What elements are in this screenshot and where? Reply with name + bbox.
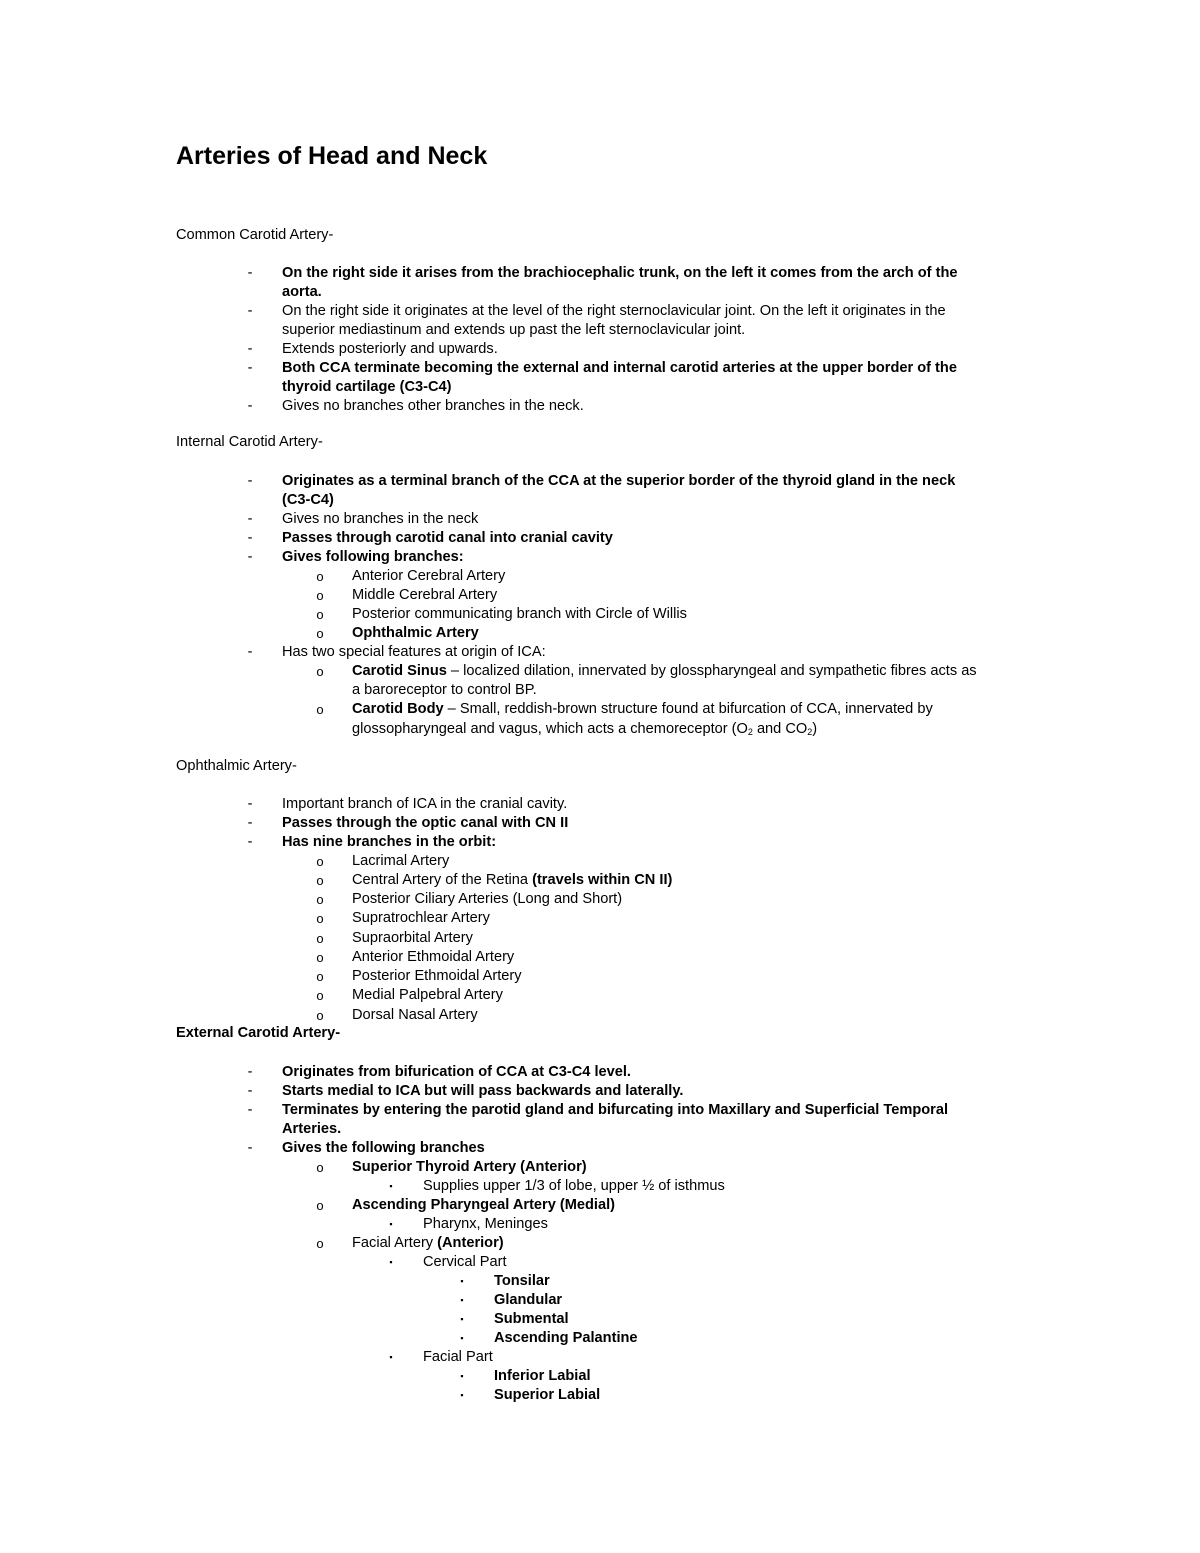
subscript-2: 2 — [807, 727, 813, 737]
page-title: Arteries of Head and Neck — [176, 142, 488, 170]
list-subitem: Middle Cerebral Artery — [352, 587, 498, 603]
bullet-square: ▪ — [460, 1333, 464, 1343]
bullet-dash: - — [247, 473, 253, 489]
central-artery-text: Central Artery of the Retina — [352, 872, 533, 888]
list-subitem: Posterior Ciliary Arteries (Long and Short) — [352, 891, 623, 907]
bullet-dash: - — [247, 360, 253, 376]
bullet-dash: - — [247, 834, 253, 850]
list-item-continuation: superior mediastinum and extends up past the left sternoclavicular joint. — [282, 322, 746, 338]
carotid-body-description: – Small, reddish-brown structure found at bifurcation of CCA, innervated by — [443, 701, 933, 717]
bullet-dash: - — [247, 644, 253, 660]
bullet-dash: - — [247, 1064, 253, 1080]
bullet-circle: o — [316, 1160, 324, 1175]
list-item-continuation: (C3-C4) — [282, 492, 334, 508]
list-subitem-continuation — [352, 720, 817, 742]
bullet-circle: o — [316, 911, 324, 926]
bullet-dash: - — [247, 398, 253, 414]
list-level4-item: Inferior Labial — [494, 1368, 591, 1384]
list-subsubitem: Supplies upper 1/3 of lobe, upper ½ of isthmus — [423, 1178, 725, 1194]
list-item-continuation: thyroid cartilage (C3-C4) — [282, 379, 452, 395]
list-subitem: Supratrochlear Artery — [352, 910, 490, 926]
list-subitem: Posterior Ethmoidal Artery — [352, 968, 522, 984]
list-level4-item: Glandular — [494, 1292, 563, 1308]
list-item: On the right side it arises from the brachiocephalic trunk, on the left it comes from the arch of the — [282, 265, 958, 281]
bullet-dash: - — [247, 1083, 253, 1099]
list-subitem: Superior Thyroid Artery (Anterior) — [352, 1159, 587, 1175]
list-subitem: Anterior Cerebral Artery — [352, 568, 506, 584]
carotid-body-text-end: ) — [812, 721, 818, 737]
list-item: Passes through the optic canal with CN II — [282, 815, 569, 831]
bullet-circle: o — [316, 1236, 324, 1251]
list-subitem: Anterior Ethmoidal Artery — [352, 949, 515, 965]
list-subitem — [352, 700, 933, 719]
facial-artery-note: (Anterior) — [437, 1235, 504, 1251]
list-level4-item: Tonsilar — [494, 1273, 550, 1289]
bullet-circle: o — [316, 664, 324, 679]
term-carotid-body: Carotid Body — [352, 701, 444, 717]
term-carotid-sinus: Carotid Sinus — [352, 663, 447, 679]
section-heading-common-carotid: Common Carotid Artery- — [176, 227, 334, 243]
list-subitem: Medial Palpebral Artery — [352, 987, 503, 1003]
list-item: Extends posteriorly and upwards. — [282, 341, 498, 357]
list-subitem — [352, 1234, 504, 1253]
list-subsubitem: Pharynx, Meninges — [423, 1216, 548, 1232]
list-item: Starts medial to ICA but will pass backwards and laterally. — [282, 1083, 684, 1099]
list-item: Gives following branches: — [282, 549, 464, 565]
bullet-circle: o — [316, 1198, 324, 1213]
list-item: Has nine branches in the orbit: — [282, 834, 497, 850]
bullet-circle: o — [316, 1008, 324, 1023]
list-level4-item: Superior Labial — [494, 1387, 601, 1403]
list-subitem: Lacrimal Artery — [352, 853, 450, 869]
bullet-dash: - — [247, 549, 253, 565]
bullet-dash: - — [247, 341, 253, 357]
section-heading-ophthalmic: Ophthalmic Artery- — [176, 758, 297, 774]
bullet-dash: - — [247, 815, 253, 831]
list-item: Has two special features at origin of ICA: — [282, 644, 546, 660]
bullet-square: ▪ — [460, 1314, 464, 1324]
list-level4-item: Ascending Palantine — [494, 1330, 638, 1346]
list-subitem — [352, 662, 977, 681]
list-item: Gives no branches other branches in the neck. — [282, 398, 584, 414]
central-artery-note: (travels within CN II) — [532, 872, 673, 888]
list-subsubitem: Cervical Part — [423, 1254, 507, 1270]
bullet-square: ▪ — [460, 1390, 464, 1400]
list-subitem: Ascending Pharyngeal Artery (Medial) — [352, 1197, 616, 1213]
bullet-dash: - — [247, 303, 253, 319]
bullet-dash: - — [247, 1102, 253, 1118]
bullet-dash: - — [247, 796, 253, 812]
list-item: Both CCA terminate becoming the external and internal carotid arteries at the upper border of the — [282, 360, 957, 376]
carotid-body-text: glossopharyngeal and vagus, which acts a chemoreceptor (O — [352, 721, 748, 737]
bullet-circle: o — [316, 588, 324, 603]
list-item: Important branch of ICA in the cranial cavity. — [282, 796, 568, 812]
bullet-circle: o — [316, 569, 324, 584]
bullet-circle: o — [316, 626, 324, 641]
list-item: Gives the following branches — [282, 1140, 485, 1156]
list-item: On the right side it originates at the level of the right sternoclavicular joint. On the left it originates in the — [282, 303, 946, 319]
subscript-2: 2 — [747, 727, 753, 737]
list-subitem: Dorsal Nasal Artery — [352, 1007, 478, 1023]
bullet-circle: o — [316, 950, 324, 965]
list-item: Originates from bifurication of CCA at C3-C4 level. — [282, 1064, 631, 1080]
bullet-circle: o — [316, 873, 324, 888]
bullet-square: ▪ — [389, 1352, 393, 1362]
list-subitem: Supraorbital Artery — [352, 930, 473, 946]
bullet-circle: o — [316, 854, 324, 869]
bullet-circle: o — [316, 702, 324, 717]
carotid-body-text-mid: and CO — [752, 721, 808, 737]
list-subsubitem: Facial Part — [423, 1349, 493, 1365]
list-subitem: Posterior communicating branch with Circle of Willis — [352, 606, 687, 622]
list-item-continuation: Arteries. — [282, 1121, 342, 1137]
facial-artery-text: Facial Artery — [352, 1235, 438, 1251]
list-level4-item: Submental — [494, 1311, 569, 1327]
bullet-circle: o — [316, 892, 324, 907]
list-item: Originates as a terminal branch of the CCA at the superior border of the thyroid gland in the neck — [282, 473, 956, 489]
bullet-dash: - — [247, 1140, 253, 1156]
carotid-sinus-description: – localized dilation, innervated by glosspharyngeal and sympathetic fibres acts as — [446, 663, 977, 679]
list-item: Passes through carotid canal into cranial cavity — [282, 530, 613, 546]
list-item: Terminates by entering the parotid gland and bifurcating into Maxillary and Superficial Temporal — [282, 1102, 949, 1118]
bullet-circle: o — [316, 969, 324, 984]
section-heading-internal-carotid: Internal Carotid Artery- — [176, 434, 323, 450]
bullet-square: ▪ — [460, 1295, 464, 1305]
list-subitem: Ophthalmic Artery — [352, 625, 479, 641]
bullet-square: ▪ — [460, 1371, 464, 1381]
bullet-dash: - — [247, 511, 253, 527]
section-heading-external-carotid: External Carotid Artery- — [176, 1025, 341, 1041]
list-item: Gives no branches in the neck — [282, 511, 479, 527]
bullet-circle: o — [316, 988, 324, 1003]
bullet-square: ▪ — [460, 1276, 464, 1286]
list-item-continuation: aorta. — [282, 284, 322, 300]
list-subitem — [352, 871, 672, 890]
bullet-square: ▪ — [389, 1257, 393, 1267]
bullet-square: ▪ — [389, 1181, 393, 1191]
bullet-dash: - — [247, 530, 253, 546]
bullet-dash: - — [247, 265, 253, 281]
bullet-square: ▪ — [389, 1219, 393, 1229]
bullet-circle: o — [316, 931, 324, 946]
list-subitem-continuation: a baroreceptor to control BP. — [352, 682, 537, 698]
bullet-circle: o — [316, 607, 324, 622]
